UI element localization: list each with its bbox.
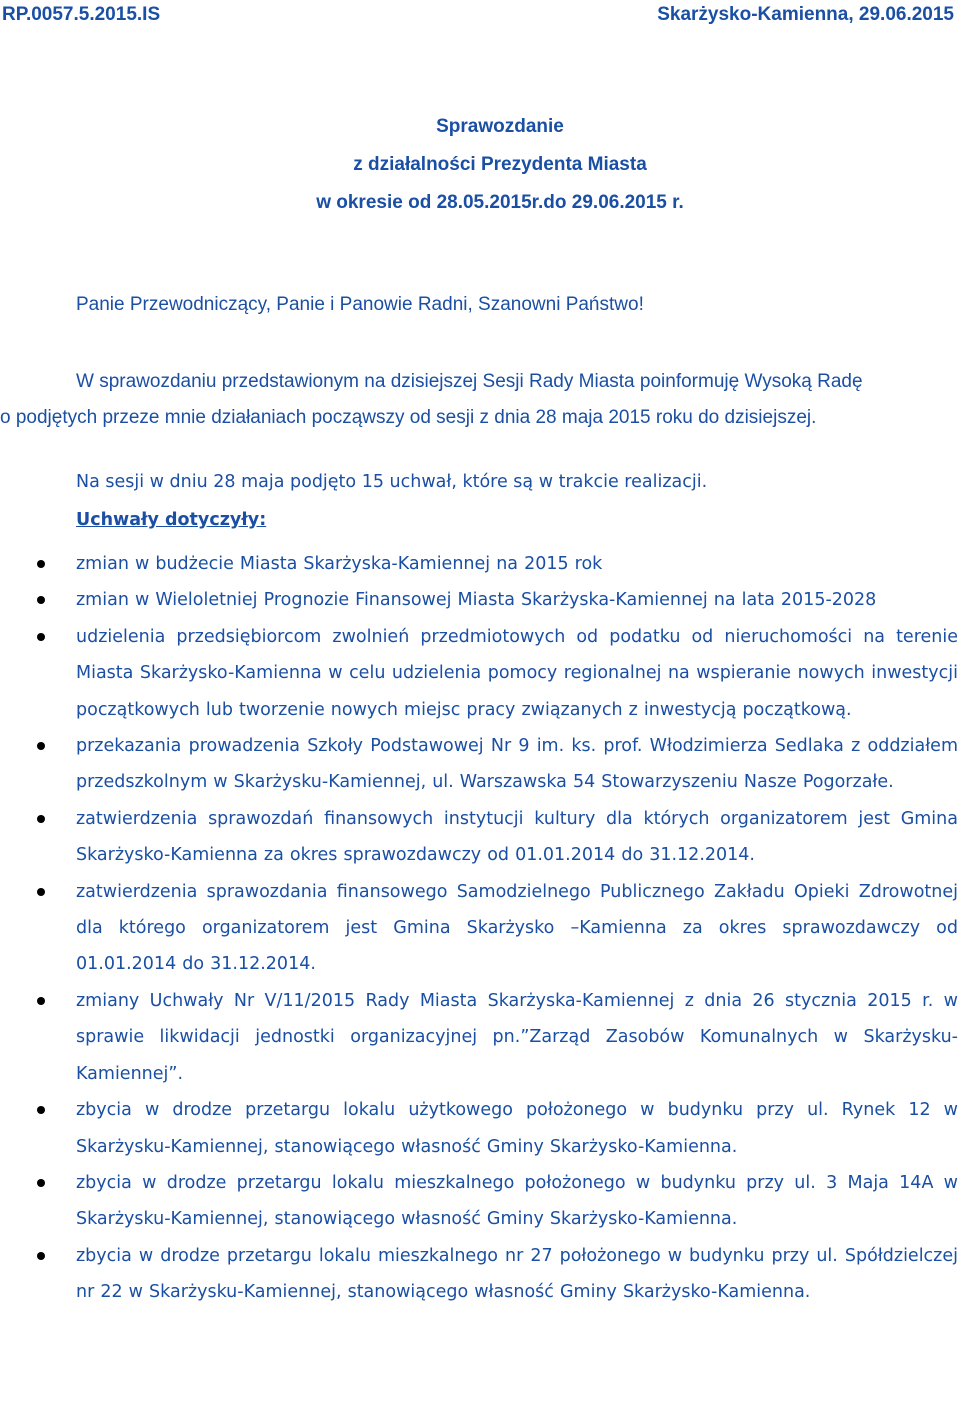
session-summary: Na sesji w dniu 28 maja podjęto 15 uchwał, które są w trakcie realizacji. <box>76 472 708 492</box>
bullet-icon <box>37 815 45 823</box>
list-item <box>0 801 960 874</box>
document-place-date: Skarżysko-Kamienna, 29.06.2015 <box>657 4 954 25</box>
intro-paragraph <box>0 364 960 436</box>
list-item <box>0 728 960 801</box>
resolutions-heading: Uchwały dotyczyły: <box>76 510 267 530</box>
resolutions-list <box>0 546 960 1311</box>
bullet-icon <box>37 1179 45 1187</box>
list-item-text: zatwierdzenia sprawozdań finansowych instytucji kultury dla których organizatorem jest Gmina Skarżysko-Kamienna za okres sprawozdawczy od 01.01.2014 do 31.12.2014. <box>76 808 958 866</box>
bullet-icon <box>37 1106 45 1114</box>
document-title <box>0 108 960 222</box>
bullet-icon <box>37 997 45 1005</box>
list-item <box>0 619 960 728</box>
bullet-icon <box>37 633 45 641</box>
list-item <box>0 1092 960 1165</box>
greeting: Panie Przewodniczący, Panie i Panowie Radni, Szanowni Państwo! <box>76 294 644 315</box>
list-item-text: zmian w Wieloletniej Prognozie Finansowej Miasta Skarżyska-Kamiennej na lata 2015-2028 <box>76 590 877 611</box>
list-item <box>0 874 960 983</box>
list-item-text: udzielenia przedsiębiorcom zwolnień przedmiotowych od podatku od nieruchomości na terenie Miasta Skarżysko-Kamienna w celu udzielenia pomocy regionalnej na wspieranie nowych inwestycji początkowych lub tworzenie nowych miejsc pracy związanych z inwestycją początkową. <box>76 626 958 720</box>
title-line-2: z działalności Prezydenta Miasta <box>353 154 647 175</box>
list-item-text: przekazania prowadzenia Szkoły Podstawowej Nr 9 im. ks. prof. Włodzimierza Sedlaka z oddziałem przedszkolnym w Skarżysku-Kamiennej, ul. Warszawska 54 Stowarzyszeniu Nasze Pogorzałe. <box>76 736 958 793</box>
title-line-3: w okresie od 28.05.2015r.do 29.06.2015 r. <box>316 192 684 213</box>
bullet-icon <box>37 560 45 568</box>
list-item <box>0 1165 960 1238</box>
list-item-text: zbycia w drodze przetargu lokalu mieszkalnego nr 27 położonego w budynku przy ul. Spółdzielczej nr 22 w Skarżysku-Kamiennej, stanowiącego własność Gminy Skarżysko-Kamienna. <box>76 1245 958 1303</box>
list-item <box>0 582 960 618</box>
list-item <box>0 983 960 1092</box>
list-item-text: zmian w budżecie Miasta Skarżyska-Kamiennej na 2015 rok <box>76 554 603 574</box>
intro-line-1: W sprawozdaniu przedstawionym na dzisiejszej Sesji Rady Miasta poinformuję Wysoką Radę <box>76 371 863 392</box>
list-item <box>0 1238 960 1311</box>
bullet-icon <box>37 742 45 750</box>
document-reference-number: RP.0057.5.2015.IS <box>2 4 161 25</box>
list-item-text: zbycia w drodze przetargu lokalu użytkowego położonego w budynku przy ul. Rynek 12 w Skarżysku-Kamiennej, stanowiącego własność Gminy Skarżysko-Kamienna. <box>76 1100 958 1157</box>
list-item-text: zmiany Uchwały Nr V/11/2015 Rady Miasta Skarżyska-Kamiennej z dnia 26 stycznia 2015 r. w sprawie likwidacji jednostki organizacyjnej pn.”Zarząd Zasobów Komunalnych w Skarżysku-Kamiennej”. <box>76 990 958 1084</box>
bullet-icon <box>37 596 45 604</box>
title-line-1: Sprawozdanie <box>436 116 564 137</box>
bullet-icon <box>37 1252 45 1260</box>
list-item-text: zbycia w drodze przetargu lokalu mieszkalnego położonego w budynku przy ul. 3 Maja 14A w Skarżysku-Kamiennej, stanowiącego własność Gminy Skarżysko-Kamienna. <box>76 1172 958 1230</box>
list-item <box>0 546 960 582</box>
bullet-icon <box>37 888 45 896</box>
list-item-text: zatwierdzenia sprawozdania finansowego Samodzielnego Publicznego Zakładu Opieki Zdrowotnej dla którego organizatorem jest Gmina Skarżysko –Kamienna za okres sprawozdawczy od 01.01.2014 do 31.12.2014. <box>76 881 958 975</box>
intro-line-2: o podjętych przeze mnie działaniach począwszy od sesji z dnia 28 maja 2015 roku do dzisiejszej. <box>0 407 817 428</box>
